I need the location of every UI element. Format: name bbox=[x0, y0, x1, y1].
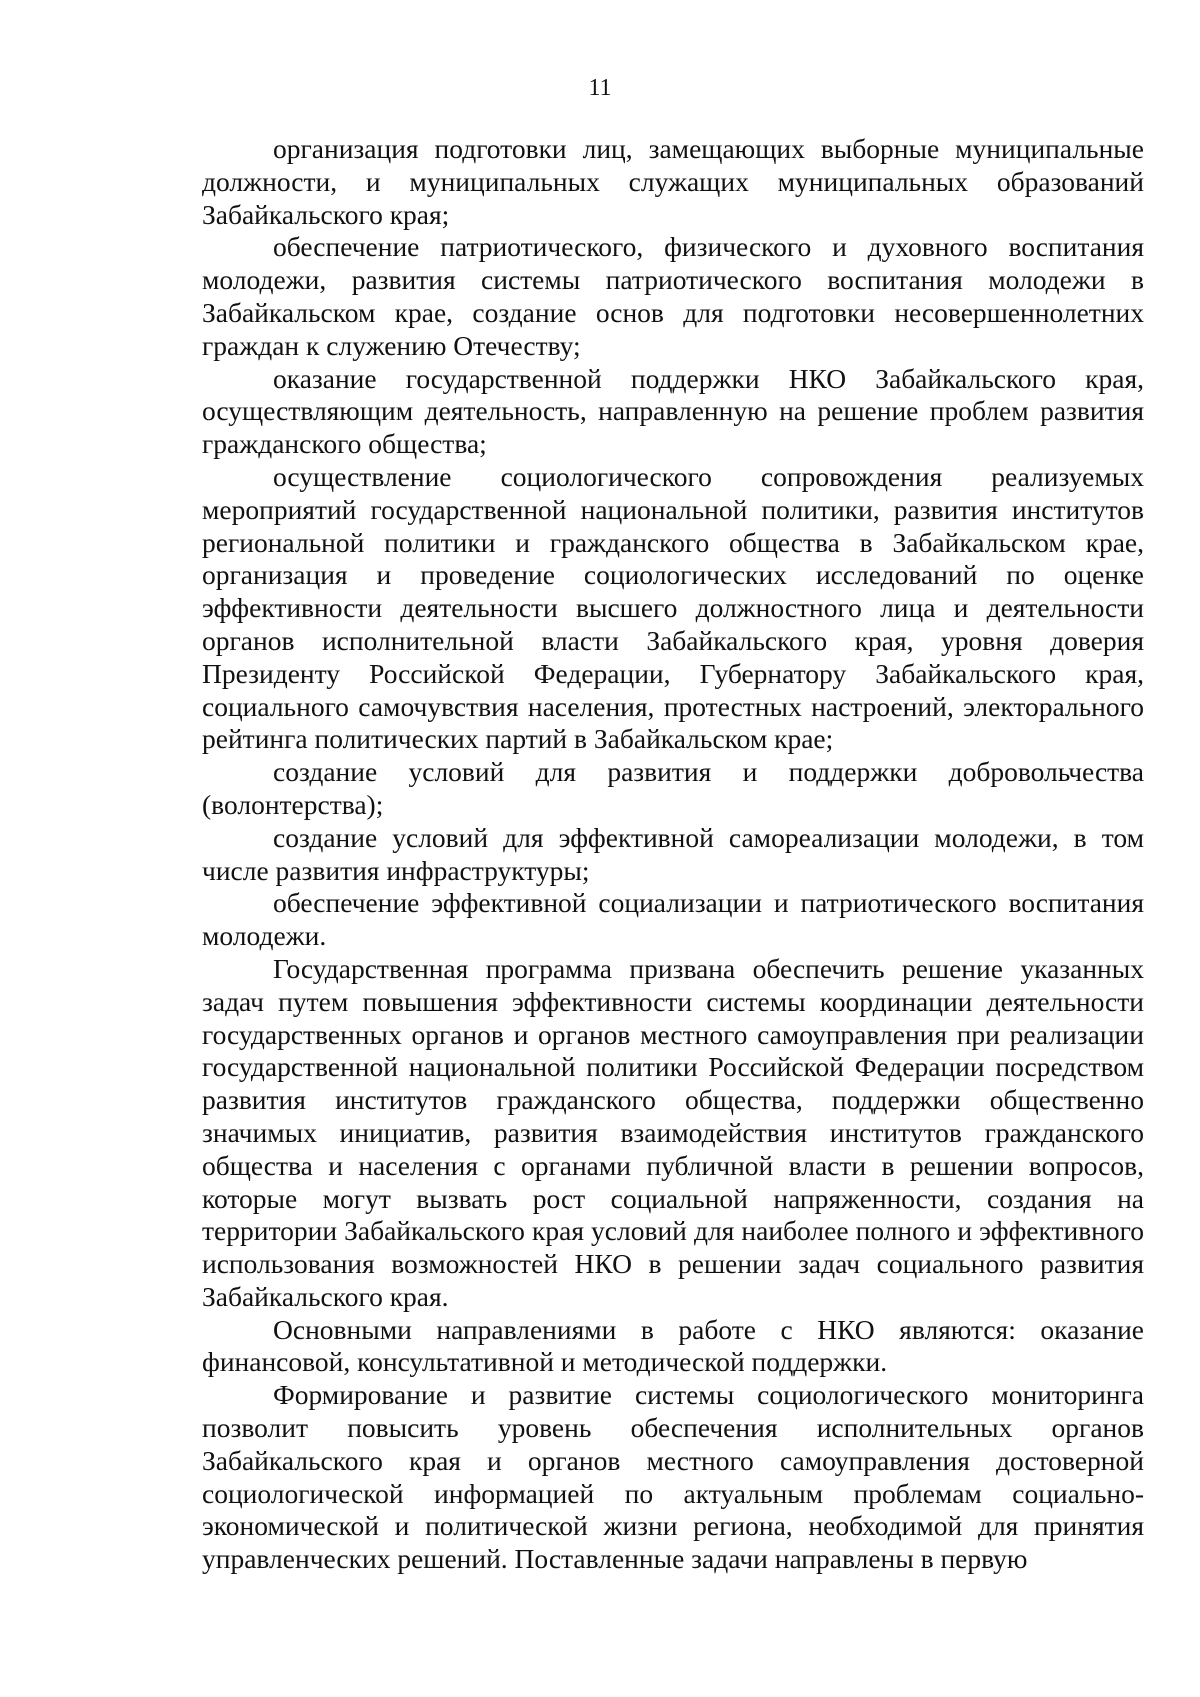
paragraph-nko-directions: Основными направлениями в работе с НКО являются: оказание финансовой, консультативной и методической поддержки. bbox=[202, 1313, 1144, 1378]
paragraph-training-officials: организация подготовки лиц, замещающих выборные муниципальные должности, и муниципальных служащих муниципальных образований Забайкальского края; bbox=[202, 133, 1144, 230]
paragraph-youth-self-realization: создание условий для эффективной самореализации молодежи, в том числе развития инфраструктуры; bbox=[202, 821, 1144, 886]
document-body bbox=[202, 133, 1144, 1576]
paragraph-youth-socialization: обеспечение эффективной социализации и патриотического воспитания молодежи. bbox=[202, 887, 1144, 952]
paragraph-volunteering: создание условий для развития и поддержки добровольчества (волонтерства); bbox=[202, 756, 1144, 820]
paragraph-sociological-support: осуществление социологического сопровождения реализуемых мероприятий государственной национальной политики, развития институтов региональной политики и гражданского общества в Забайкальском крае, организация и проведение социологических исследований по оценке эффективности деятельности высшего должностного лица и деятельности органов исполнительной власти Забайкальского края, уровня доверия Президенту Российской Федерации, Губернатору Забайкальского края, социального самочувствия населения, протестных настроений, электорального рейтинга политических партий в Забайкальском крае; bbox=[202, 460, 1144, 755]
paragraph-sociological-monitoring: Формирование и развитие системы социологического мониторинга позволит повысить уровень обеспечения исполнительных органов Забайкальского края и органов местного самоуправления достоверной социологической информацией по актуальным проблемам социально-экономической и политической жизни региона, необходимой для принятия управленческих решений. Поставленные задачи направлены в первую bbox=[202, 1379, 1144, 1575]
page-number: 11 bbox=[588, 75, 612, 101]
paragraph-youth-education: обеспечение патриотического, физического и духовного воспитания молодежи, развития системы патриотического воспитания молодежи в Забайкальском крае, создание основ для подготовки несовершеннолетних граждан к служению Отечеству; bbox=[202, 231, 1144, 361]
paragraph-program-purpose: Государственная программа призвана обеспечить решение указанных задач путем повышения эффективности системы координации деятельности государственных органов и органов местного самоуправления при реализации государственной национальной политики Российской Федерации посредством развития институтов гражданского общества, поддержки общественно значимых инициатив, развития взаимодействия институтов гражданского общества и населения с органами публичной власти в решении вопросов, которые могут вызвать рост социальной напряженности, создания на территории Забайкальского края условий для наиболее полного и эффективного использования возможностей НКО в решении задач социального развития Забайкальского края. bbox=[202, 952, 1144, 1312]
paragraph-nko-support: оказание государственной поддержки НКО Забайкальского края, осуществляющим деятельность, направленную на решение проблем развития гражданского общества; bbox=[202, 362, 1144, 460]
